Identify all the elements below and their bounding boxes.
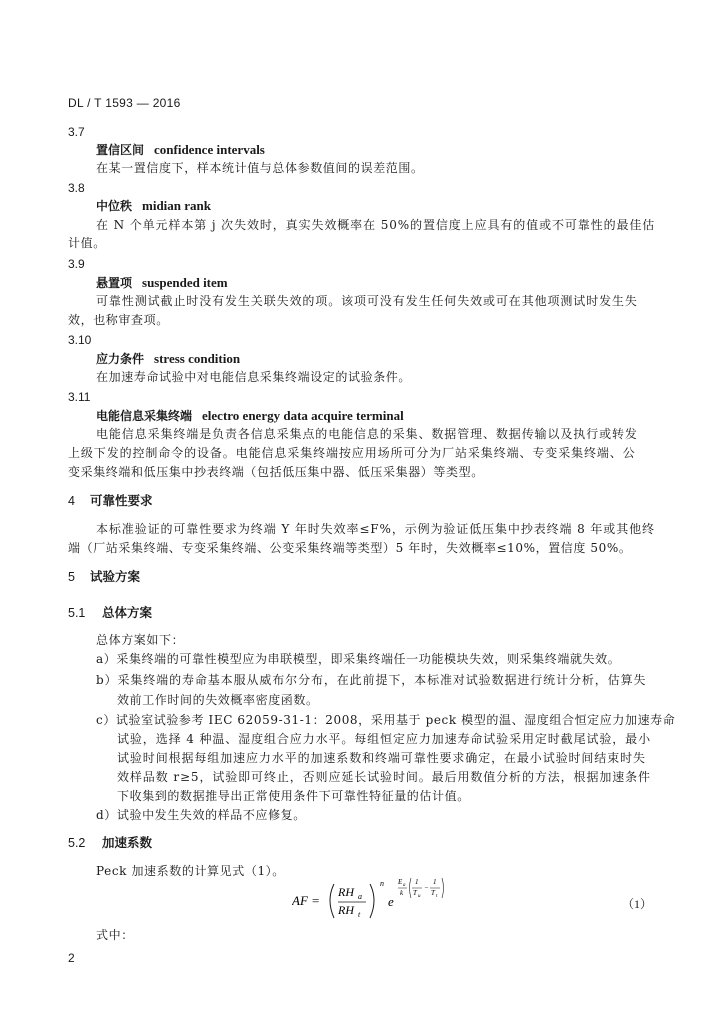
list-item-continuation: 下收集到的数据推导出正常使用条件下可靠性特征量的估计值。	[117, 789, 470, 803]
section-number: 5	[68, 570, 75, 584]
t-t: T	[431, 889, 435, 897]
term-zh: 中位秩	[96, 199, 133, 213]
rh-denominator: RH	[338, 903, 354, 917]
list-item: b）采集终端的寿命基本服从威布尔分布，在此前提下，本标准对试验数据进行统计分析，估算失	[96, 673, 647, 687]
ea-sub: a	[403, 883, 406, 888]
term-heading	[96, 143, 265, 157]
right-paren	[370, 884, 374, 918]
term-en: midian rank	[142, 198, 212, 213]
one-1: 1	[415, 878, 419, 886]
subsection-title: 加速系数	[102, 835, 153, 850]
list-item: a）采集终端的可靠性模型应为串联模型，即采集终端任一功能模块失效，则采集终端就失效。	[96, 652, 621, 666]
term-definition: 计值。	[68, 236, 106, 250]
clause-number: 3.7	[68, 125, 85, 139]
paragraph: Peck 加速系数的计算见式（1）。	[96, 864, 285, 878]
section-title: 试验方案	[90, 569, 141, 584]
term-heading	[96, 199, 211, 213]
clause-number: 3.8	[68, 181, 85, 195]
section-heading	[68, 570, 140, 584]
term-heading	[96, 276, 228, 290]
subsection-heading	[68, 836, 152, 850]
term-en: suspended item	[142, 275, 228, 290]
list-item: c）试验室试验参考 IEC 62059-31-1：2008，采用基于 peck 模型的温、湿度组合恒定应力加速寿命	[96, 713, 676, 727]
term-zh: 应力条件	[96, 352, 145, 366]
term-en: electro energy data acquire terminal	[202, 408, 404, 423]
term-definition: 变采集终端和低压集中抄表终端（包括低压集中器、低压采集器）等类型。	[68, 465, 484, 479]
t-u-sub: u	[418, 894, 421, 899]
power-n: n	[380, 879, 384, 888]
t-t-sub: t	[436, 894, 438, 899]
page-number: 2	[68, 951, 75, 965]
exp-base: e	[388, 894, 394, 909]
list-item-continuation: 效样品数 r≥5，试验即可终止，否则应延长试验时间。最后用数值分析的方法，根据加速条件	[117, 770, 651, 784]
term-en: confidence intervals	[154, 142, 265, 157]
term-definition: 在加速寿命试验中对电能信息采集终端设定的试验条件。	[96, 370, 412, 384]
minus-sign: −	[424, 884, 429, 892]
term-en: stress condition	[154, 351, 241, 366]
inner-right-paren	[442, 878, 444, 898]
subsection-number: 5.1	[68, 606, 86, 620]
term-heading	[96, 409, 404, 423]
term-definition: 上级下发的控制命令的设备。电能信息采集终端按应用场所可分为厂站采集终端、专变采集终端、公	[68, 446, 636, 460]
subsection-title: 总体方案	[102, 605, 153, 620]
k: k	[400, 889, 404, 897]
formula-lhs: AF =	[292, 893, 320, 908]
rh-numerator-sub: a	[358, 892, 362, 901]
section-heading	[68, 494, 153, 508]
formula-svg	[292, 872, 492, 928]
term-definition: 在 N 个单元样本第 j 次失效时，真实失效概率在 50%的置信度上应具有的值或不可靠性的最佳估	[96, 218, 656, 232]
list-item-continuation: 试验时间根据每组加速应力水平的加速系数和终端可靠性要求确定，在最小试验时间结束时失	[117, 751, 646, 765]
peck-formula	[292, 872, 492, 932]
paragraph: 总体方案如下：	[96, 633, 185, 647]
t-u: T	[413, 889, 417, 897]
section-number: 4	[68, 494, 75, 508]
list-item-continuation: 试验，选择 4 种温、湿度组合应力水平。每组恒定应力加速寿命试验采用定时截尾试验，最小	[117, 732, 651, 746]
term-definition: 效，也称审查项。	[68, 313, 169, 327]
term-zh: 置信区间	[96, 143, 145, 157]
term-definition: 在某一置信度下，样本统计值与总体参数值间的误差范围。	[96, 161, 424, 175]
subsection-heading	[68, 606, 152, 620]
list-item-continuation: 效前工作时间的失效概率密度函数。	[117, 693, 319, 707]
paragraph: 本标准验证的可靠性要求为终端 Y 年时失效率≤F%，示例为验证低压集中抄表终端 8 年或其他终	[96, 522, 655, 536]
section-title: 可靠性要求	[90, 493, 153, 508]
clause-number: 3.11	[68, 390, 91, 404]
left-paren	[330, 884, 334, 918]
list-item: d）试验中发生失效的样品不应修复。	[96, 808, 306, 822]
term-zh: 悬置项	[96, 276, 133, 290]
equation-number: （1）	[622, 897, 653, 911]
term-heading	[96, 352, 240, 366]
clause-number: 3.9	[68, 257, 85, 271]
rh-numerator: RH	[338, 885, 354, 899]
term-definition: 可靠性测试截止时没有发生关联失效的项。该项可没有发生任何失效或可在其他项测试时发生失	[96, 294, 638, 308]
paragraph: 式中：	[96, 928, 134, 942]
term-definition: 电能信息采集终端是负责各信息采集点的电能信息的采集、数据管理、数据传输以及执行或转发	[96, 427, 638, 441]
document-code-header: DL / T 1593 — 2016	[68, 96, 181, 110]
clause-number: 3.10	[68, 333, 92, 347]
rh-denominator-sub: t	[358, 910, 361, 919]
ea: E	[398, 878, 403, 886]
term-zh: 电能信息采集终端	[96, 409, 193, 423]
paragraph: 端（厂站采集终端、专变采集终端、公变采集终端等类型）5 年时，失效概率≤10%，置信度 50%。	[68, 541, 632, 555]
one-2: 1	[433, 878, 437, 886]
inner-left-paren	[410, 878, 412, 898]
subsection-number: 5.2	[68, 836, 86, 850]
